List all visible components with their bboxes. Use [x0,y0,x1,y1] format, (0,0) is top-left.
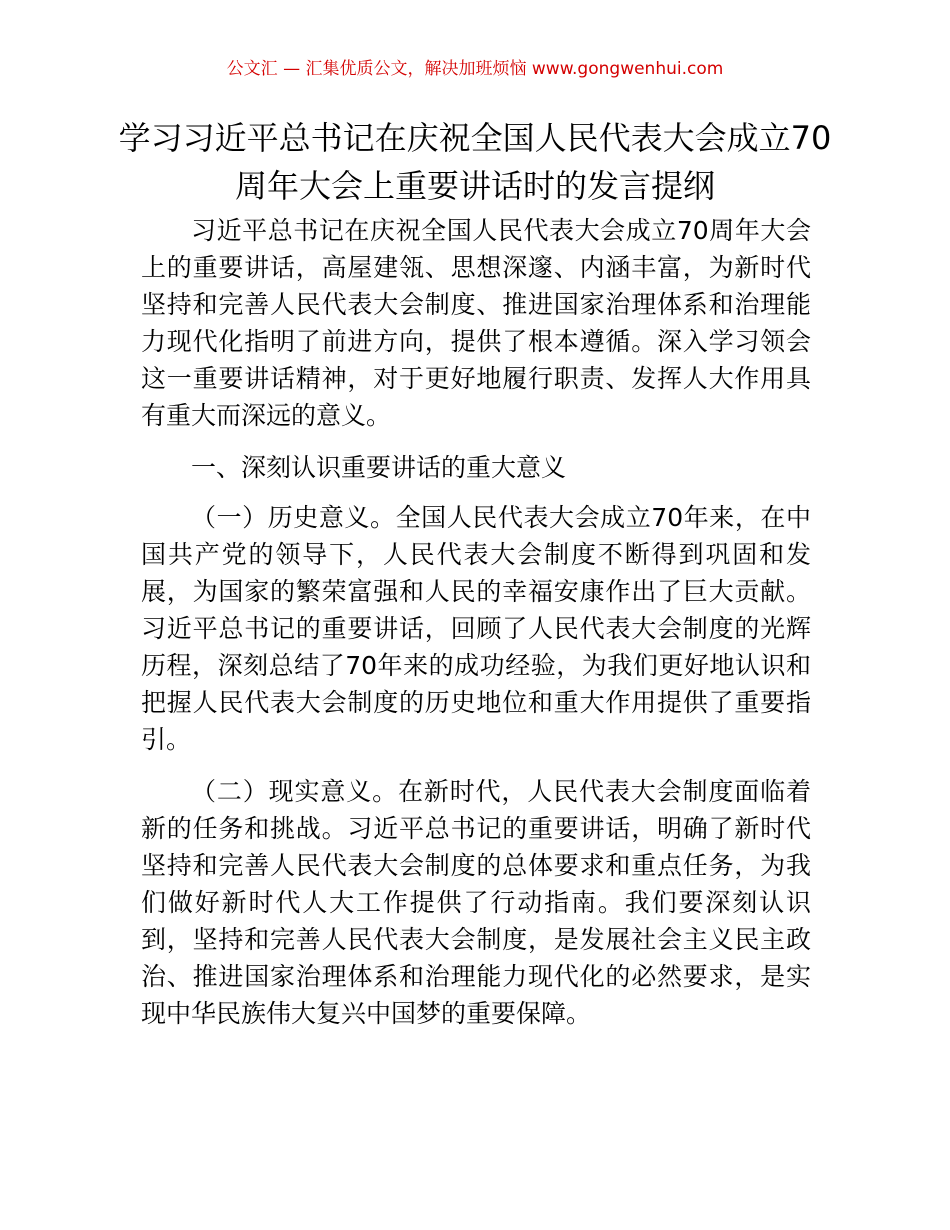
paragraph-practical-significance: （二）现实意义。在新时代，人民代表大会制度面临着新的任务和挑战。习近平总书记的重要讲话，明确了新时代坚持和完善人民代表大会制度的总体要求和重点任务，为我们做好新时代人大工作提供了行动指南。我们要深刻认识到，坚持和完善人民代表大会制度，是发展社会主义民主政治、推进国家治理体系和治理能力现代化的必然要求，是实现中华民族伟大复兴中国梦的重要保障。 [141,777,811,1028]
document-body [141,212,811,1047]
paragraph-historical-significance: （一）历史意义。全国人民代表大会成立70年来，在中国共产党的领导下，人民代表大会制度不断得到巩固和发展，为国家的繁荣富强和人民的幸福安康作出了巨大贡献。习近平总书记的重要讲话，回顾了人民代表大会制度的光辉历程，深刻总结了70年来的成功经验，为我们更好地认识和把握人民代表大会制度的历史地位和重大作用提供了重要指引。 [141,503,811,754]
document-title: 学习习近平总书记在庆祝全国人民代表大会成立70周年大会上重要讲话时的发言提纲 [118,119,832,205]
section-heading-significance: 一、深刻认识重要讲话的重大意义 [191,453,567,482]
header-banner[interactable]: 公文汇 — 汇集优质公文，解决加班烦恼 www.gongwenhui.com [226,59,724,79]
paragraph-intro: 习近平总书记在庆祝全国人民代表大会成立70周年大会上的重要讲话，高屋建瓴、思想深邃、内涵丰富，为新时代坚持和完善人民代表大会制度、推进国家治理体系和治理能力现代化指明了前进方向，提供了根本遵循。深入学习领会这一重要讲话精神，对于更好地履行职责、发挥人大作用具有重大而深远的意义。 [141,216,811,430]
